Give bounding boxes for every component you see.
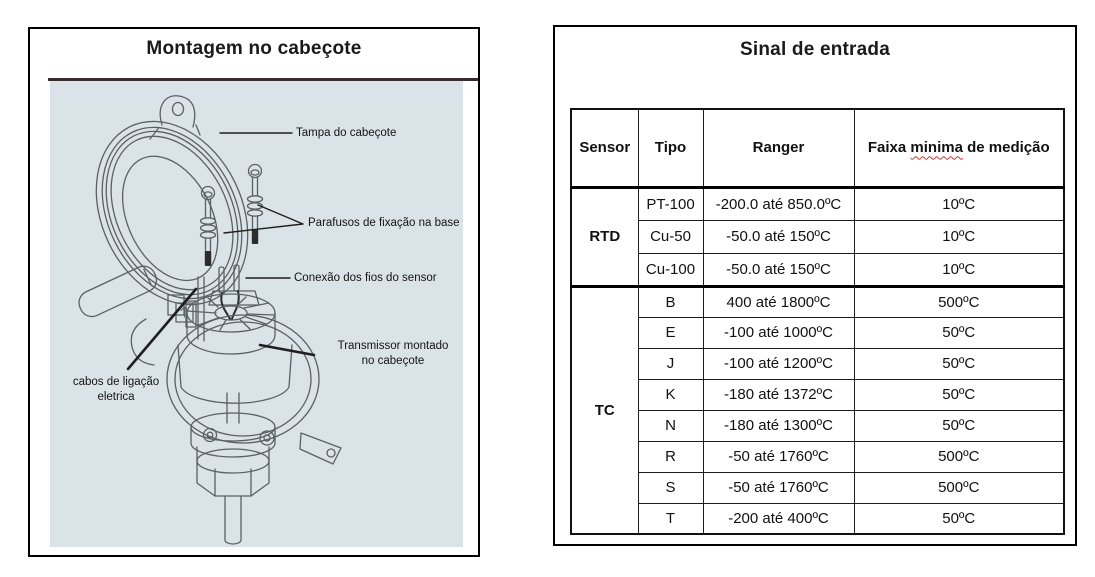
header-ranger: Ranger: [703, 109, 854, 187]
header-faixa: [854, 109, 1064, 187]
header-faixa-suffix: de medição: [962, 139, 1050, 157]
cell-tipo: T: [638, 503, 703, 534]
cell-faixa: 500ºC: [854, 286, 1064, 317]
table-row: [571, 286, 1064, 317]
cell-tipo: B: [638, 286, 703, 317]
cell-tipo: K: [638, 379, 703, 410]
label-sensor-wires-connection: Conexão dos fios do sensor: [294, 272, 437, 284]
cell-faixa: 10ºC: [854, 253, 1064, 286]
cell-sensor-tc: TC: [571, 286, 638, 534]
table-row: [571, 187, 1064, 220]
cell-faixa: 50ºC: [854, 410, 1064, 441]
head-body-drawing: [75, 262, 341, 464]
cell-faixa: 50ºC: [854, 317, 1064, 348]
head-assembly-line-art: [50, 81, 463, 547]
cell-faixa: 50ºC: [854, 503, 1064, 534]
table-row: [571, 348, 1064, 379]
label-transmitter-line2: no cabeçote: [361, 355, 425, 367]
input-signal-panel: [553, 25, 1077, 546]
cell-sensor-rtd: RTD: [571, 187, 638, 286]
header-faixa-misspelled-word: minima: [910, 139, 963, 157]
cell-ranger: 400 até 1800ºC: [703, 286, 854, 317]
table-row: [571, 220, 1064, 253]
cell-ranger: -50 até 1760ºC: [703, 472, 854, 503]
mounting-panel: [28, 27, 480, 557]
cell-ranger: -180 até 1300ºC: [703, 410, 854, 441]
label-electrical-cables: [62, 375, 170, 405]
header-faixa-prefix: Faixa: [867, 139, 911, 157]
cell-tipo: E: [638, 317, 703, 348]
cell-ranger: -200 até 400ºC: [703, 503, 854, 534]
input-signal-table: [570, 108, 1065, 535]
cell-ranger: -200.0 até 850.0ºC: [703, 187, 854, 220]
label-head-cover: Tampa do cabeçote: [296, 127, 397, 139]
table-row: [571, 472, 1064, 503]
head-mounting-diagram: [50, 81, 463, 547]
label-transmitter-line1: Transmissor montado: [337, 340, 449, 352]
cell-faixa: 500ºC: [854, 441, 1064, 472]
cell-ranger: -50.0 até 150ºC: [703, 253, 854, 286]
cell-faixa: 500ºC: [854, 472, 1064, 503]
mounting-panel-title: Montagem no cabeçote: [146, 38, 362, 59]
cell-faixa: 50ºC: [854, 348, 1064, 379]
cell-tipo: J: [638, 348, 703, 379]
cell-ranger: -50.0 até 150ºC: [703, 220, 854, 253]
cell-ranger: -100 até 1000ºC: [703, 317, 854, 348]
label-transmitter-mounted: [318, 339, 468, 369]
cell-faixa: 50ºC: [854, 379, 1064, 410]
table-row: [571, 317, 1064, 348]
table-row: [571, 410, 1064, 441]
label-cables-line1: cabos de ligação: [72, 376, 160, 388]
label-cables-line2: eletrica: [97, 391, 135, 403]
input-signal-panel-title: Sinal de entrada: [740, 39, 890, 60]
header-tipo: Tipo: [638, 109, 703, 187]
table-row: [571, 503, 1064, 534]
cell-tipo: S: [638, 472, 703, 503]
cell-tipo: PT-100: [638, 187, 703, 220]
table-row: [571, 441, 1064, 472]
label-leader-lines: [128, 133, 314, 369]
cell-ranger: -100 até 1200ºC: [703, 348, 854, 379]
table-row: [571, 379, 1064, 410]
cell-tipo: Cu-50: [638, 220, 703, 253]
probe-drawing: [191, 393, 275, 544]
cell-faixa: 10ºC: [854, 220, 1064, 253]
cell-faixa: 10ºC: [854, 187, 1064, 220]
cell-tipo: R: [638, 441, 703, 472]
cell-tipo: N: [638, 410, 703, 441]
cell-tipo: Cu-100: [638, 253, 703, 286]
cell-ranger: -50 até 1760ºC: [703, 441, 854, 472]
label-fixing-screws: Parafusos de fixação na base: [308, 217, 460, 229]
table-header-row: [571, 109, 1064, 187]
cell-ranger: -180 até 1372ºC: [703, 379, 854, 410]
table-row: [571, 253, 1064, 286]
header-sensor: Sensor: [571, 109, 638, 187]
